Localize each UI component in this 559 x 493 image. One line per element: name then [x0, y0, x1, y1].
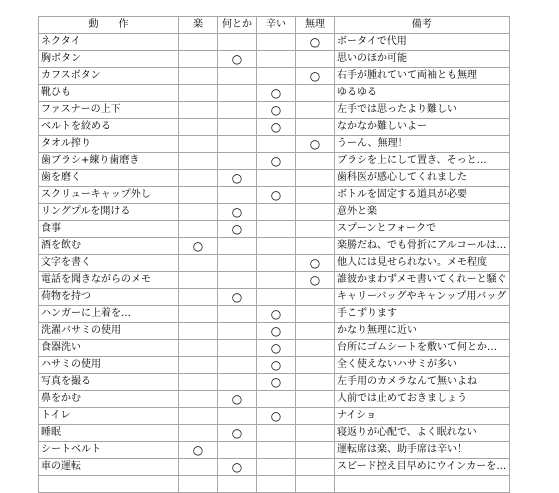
circle-mark-icon: ○ [231, 205, 243, 219]
mark-cell-impossible [296, 357, 335, 374]
mark-cell-impossible [296, 306, 335, 323]
mark-cell-impossible [296, 340, 335, 357]
mark-cell-easy [179, 51, 218, 68]
mark-cell-easy [179, 340, 218, 357]
mark-cell-impossible [296, 459, 335, 476]
mark-cell-easy [179, 357, 218, 374]
mark-cell-easy [179, 459, 218, 476]
task-cell: 鼻をかむ [39, 391, 179, 408]
circle-mark-icon: ○ [309, 273, 321, 287]
task-cell: リングプルを開ける [39, 204, 179, 221]
table-row [39, 306, 510, 323]
mark-cell-easy [179, 68, 218, 85]
task-cell: ネクタイ [39, 34, 179, 51]
circle-mark-icon: ○ [270, 120, 282, 134]
mark-cell-impossible [296, 408, 335, 425]
task-cell: 電話を聞きながらのメモ [39, 272, 179, 289]
note-cell: 楽勝だね、でも骨折にアルコールは… [335, 238, 510, 255]
task-cell: 写真を撮る [39, 374, 179, 391]
mark-cell-easy [179, 34, 218, 51]
circle-mark-icon: ○ [231, 52, 243, 66]
mark-cell-hard [257, 85, 296, 102]
mark-cell-impossible [296, 391, 335, 408]
mark-cell-impossible [296, 170, 335, 187]
mark-cell-impossible [296, 136, 335, 153]
table-row [39, 272, 510, 289]
note-cell: 寝返りが心配で、よく眠れない [335, 425, 510, 442]
mark-cell-manageable [218, 459, 257, 476]
table-row [39, 68, 510, 85]
task-cell: 荷物を持つ [39, 289, 179, 306]
mark-cell-hard [257, 136, 296, 153]
mark-cell-manageable [218, 51, 257, 68]
mark-cell-impossible [296, 425, 335, 442]
task-cell: ベルトを絞める [39, 119, 179, 136]
note-cell: 左手用のカメラなんて無いよね [335, 374, 510, 391]
mark-cell-impossible [296, 323, 335, 340]
note-cell: うーん、無理！ [335, 136, 510, 153]
mark-cell-manageable [218, 306, 257, 323]
mark-cell-hard [257, 255, 296, 272]
task-cell: 胸ボタン [39, 51, 179, 68]
task-cell: ハサミの使用 [39, 357, 179, 374]
mark-cell-manageable [218, 391, 257, 408]
mark-cell-impossible [296, 153, 335, 170]
table-row [39, 340, 510, 357]
note-cell: 手こずります [335, 306, 510, 323]
task-cell: 食事 [39, 221, 179, 238]
note-cell: 他人には見せられない。メモ程度 [335, 255, 510, 272]
note-cell: 運転席は楽、助手席は辛い！ [335, 442, 510, 459]
mark-cell-hard [257, 170, 296, 187]
mark-cell-manageable [218, 153, 257, 170]
circle-mark-icon: ○ [270, 324, 282, 338]
mark-cell-hard [257, 68, 296, 85]
mark-cell-easy [179, 425, 218, 442]
circle-mark-icon: ○ [270, 188, 282, 202]
table-row [39, 102, 510, 119]
empty-cell [296, 476, 335, 493]
mark-cell-manageable [218, 374, 257, 391]
column-header-task: 動 作 [39, 17, 179, 34]
mark-cell-impossible [296, 289, 335, 306]
table-row [39, 119, 510, 136]
mark-cell-manageable [218, 170, 257, 187]
table-row [39, 153, 510, 170]
mark-cell-manageable [218, 136, 257, 153]
mark-cell-manageable [218, 68, 257, 85]
note-cell: ボトルを固定する道具が必要 [335, 187, 510, 204]
mark-cell-manageable [218, 187, 257, 204]
circle-mark-icon: ○ [192, 239, 204, 253]
mark-cell-hard [257, 187, 296, 204]
mark-cell-impossible [296, 374, 335, 391]
mark-cell-impossible [296, 238, 335, 255]
mark-cell-hard [257, 408, 296, 425]
circle-mark-icon: ○ [309, 35, 321, 49]
mark-cell-manageable [218, 272, 257, 289]
column-header-note: 備考 [335, 17, 510, 34]
mark-cell-easy [179, 170, 218, 187]
table-body [39, 34, 510, 493]
circle-mark-icon: ○ [270, 154, 282, 168]
task-cell: 靴ひも [39, 85, 179, 102]
empty-cell [39, 476, 179, 493]
mark-cell-easy [179, 238, 218, 255]
note-cell: 全く使えないハサミが多い [335, 357, 510, 374]
circle-mark-icon: ○ [270, 409, 282, 423]
mark-cell-manageable [218, 85, 257, 102]
mark-cell-hard [257, 374, 296, 391]
task-cell: 酒を飲む [39, 238, 179, 255]
mark-cell-easy [179, 85, 218, 102]
mark-cell-easy [179, 442, 218, 459]
mark-cell-hard [257, 221, 296, 238]
column-header-hard: 辛い [257, 17, 296, 34]
mark-cell-hard [257, 119, 296, 136]
note-cell: スピード控え目早めにウインカーを… [335, 459, 510, 476]
mark-cell-hard [257, 459, 296, 476]
table-row [39, 255, 510, 272]
mark-cell-hard [257, 306, 296, 323]
mark-cell-hard [257, 340, 296, 357]
mark-cell-manageable [218, 425, 257, 442]
task-cell: 食器洗い [39, 340, 179, 357]
circle-mark-icon: ○ [270, 358, 282, 372]
task-cell: シートベルト [39, 442, 179, 459]
circle-mark-icon: ○ [309, 256, 321, 270]
table-row [39, 357, 510, 374]
mark-cell-hard [257, 153, 296, 170]
mark-cell-hard [257, 51, 296, 68]
mark-cell-impossible [296, 68, 335, 85]
circle-mark-icon: ○ [270, 341, 282, 355]
mark-cell-easy [179, 204, 218, 221]
table-row [39, 187, 510, 204]
empty-row [39, 476, 510, 493]
mark-cell-easy [179, 119, 218, 136]
mark-cell-hard [257, 204, 296, 221]
mark-cell-easy [179, 408, 218, 425]
circle-mark-icon: ○ [270, 103, 282, 117]
table-row [39, 425, 510, 442]
mark-cell-manageable [218, 289, 257, 306]
note-cell: 思いのほか可能 [335, 51, 510, 68]
circle-mark-icon: ○ [231, 290, 243, 304]
mark-cell-impossible [296, 187, 335, 204]
empty-cell [218, 476, 257, 493]
empty-cell [179, 476, 218, 493]
table-row [39, 136, 510, 153]
mark-cell-manageable [218, 34, 257, 51]
circle-mark-icon: ○ [231, 392, 243, 406]
mark-cell-easy [179, 272, 218, 289]
mark-cell-easy [179, 391, 218, 408]
note-cell: 右手が腫れていて両袖とも無理 [335, 68, 510, 85]
mark-cell-manageable [218, 204, 257, 221]
note-cell: 意外と楽 [335, 204, 510, 221]
mark-cell-impossible [296, 255, 335, 272]
mark-cell-easy [179, 323, 218, 340]
mark-cell-impossible [296, 34, 335, 51]
circle-mark-icon: ○ [270, 375, 282, 389]
circle-mark-icon: ○ [270, 307, 282, 321]
circle-mark-icon: ○ [309, 69, 321, 83]
mark-cell-hard [257, 289, 296, 306]
mark-cell-manageable [218, 323, 257, 340]
circle-mark-icon: ○ [231, 171, 243, 185]
table-row [39, 374, 510, 391]
circle-mark-icon: ○ [231, 426, 243, 440]
table-row [39, 459, 510, 476]
mark-cell-manageable [218, 221, 257, 238]
table-row [39, 170, 510, 187]
column-header-impossible: 無理 [296, 17, 335, 34]
note-cell: かなり無理に近い [335, 323, 510, 340]
mark-cell-impossible [296, 102, 335, 119]
mark-cell-hard [257, 272, 296, 289]
task-cell: 文字を書く [39, 255, 179, 272]
mark-cell-easy [179, 136, 218, 153]
mark-cell-easy [179, 221, 218, 238]
note-cell: キャリーバッグやキャンップ用バッグ [335, 289, 510, 306]
mark-cell-impossible [296, 272, 335, 289]
table-row [39, 323, 510, 340]
note-cell: ブラシを上にして置き、そっと… [335, 153, 510, 170]
note-cell: ゆるゆる [335, 85, 510, 102]
mark-cell-impossible [296, 51, 335, 68]
task-cell: ハンガーに上着を… [39, 306, 179, 323]
mark-cell-manageable [218, 255, 257, 272]
task-cell: 洗濯バサミの使用 [39, 323, 179, 340]
mark-cell-manageable [218, 357, 257, 374]
note-cell: ナイショ [335, 408, 510, 425]
mark-cell-impossible [296, 204, 335, 221]
task-cell: カフスボタン [39, 68, 179, 85]
mark-cell-manageable [218, 442, 257, 459]
table-row [39, 238, 510, 255]
mark-cell-hard [257, 323, 296, 340]
task-cell: 歯ブラシ+練り歯磨き [39, 153, 179, 170]
mark-cell-easy [179, 374, 218, 391]
task-cell: 睡眠 [39, 425, 179, 442]
table-row [39, 408, 510, 425]
task-cell: スクリューキャップ外し [39, 187, 179, 204]
empty-cell [257, 476, 296, 493]
task-cell: タオル搾り [39, 136, 179, 153]
circle-mark-icon: ○ [309, 137, 321, 151]
table-row [39, 442, 510, 459]
column-header-easy: 楽 [179, 17, 218, 34]
table-row [39, 391, 510, 408]
mark-cell-easy [179, 153, 218, 170]
mark-cell-easy [179, 289, 218, 306]
activity-difficulty-table [38, 16, 510, 493]
note-cell: 歯科医が感心してくれました [335, 170, 510, 187]
note-cell: 台所にゴムシートを敷いて何とか… [335, 340, 510, 357]
mark-cell-manageable [218, 408, 257, 425]
table-row [39, 34, 510, 51]
mark-cell-hard [257, 357, 296, 374]
mark-cell-hard [257, 425, 296, 442]
task-cell: ファスナーの上下 [39, 102, 179, 119]
mark-cell-impossible [296, 119, 335, 136]
table-row [39, 221, 510, 238]
mark-cell-manageable [218, 340, 257, 357]
mark-cell-manageable [218, 238, 257, 255]
circle-mark-icon: ○ [231, 460, 243, 474]
note-cell: 人前では止めておきましょう [335, 391, 510, 408]
mark-cell-impossible [296, 221, 335, 238]
mark-cell-hard [257, 238, 296, 255]
task-cell: トイレ [39, 408, 179, 425]
mark-cell-impossible [296, 85, 335, 102]
mark-cell-easy [179, 187, 218, 204]
circle-mark-icon: ○ [231, 222, 243, 236]
note-cell: 誰彼かまわずメモ書いてくれーと騒ぐ [335, 272, 510, 289]
mark-cell-hard [257, 391, 296, 408]
mark-cell-hard [257, 102, 296, 119]
circle-mark-icon: ○ [192, 443, 204, 457]
empty-cell [335, 476, 510, 493]
mark-cell-impossible [296, 442, 335, 459]
task-cell: 歯を磨く [39, 170, 179, 187]
note-cell: スプーンとフォークで [335, 221, 510, 238]
column-header-manageable: 何とか [218, 17, 257, 34]
table-row [39, 85, 510, 102]
mark-cell-easy [179, 255, 218, 272]
table-row [39, 204, 510, 221]
mark-cell-easy [179, 102, 218, 119]
mark-cell-easy [179, 306, 218, 323]
mark-cell-hard [257, 34, 296, 51]
note-cell: 左手では思ったより難しい [335, 102, 510, 119]
circle-mark-icon: ○ [270, 86, 282, 100]
table-row [39, 51, 510, 68]
note-cell: ボータイで代用 [335, 34, 510, 51]
task-cell: 車の運転 [39, 459, 179, 476]
mark-cell-hard [257, 442, 296, 459]
table-header [39, 17, 510, 34]
table-row [39, 289, 510, 306]
mark-cell-manageable [218, 102, 257, 119]
note-cell: なかなか難しいよー [335, 119, 510, 136]
mark-cell-manageable [218, 119, 257, 136]
